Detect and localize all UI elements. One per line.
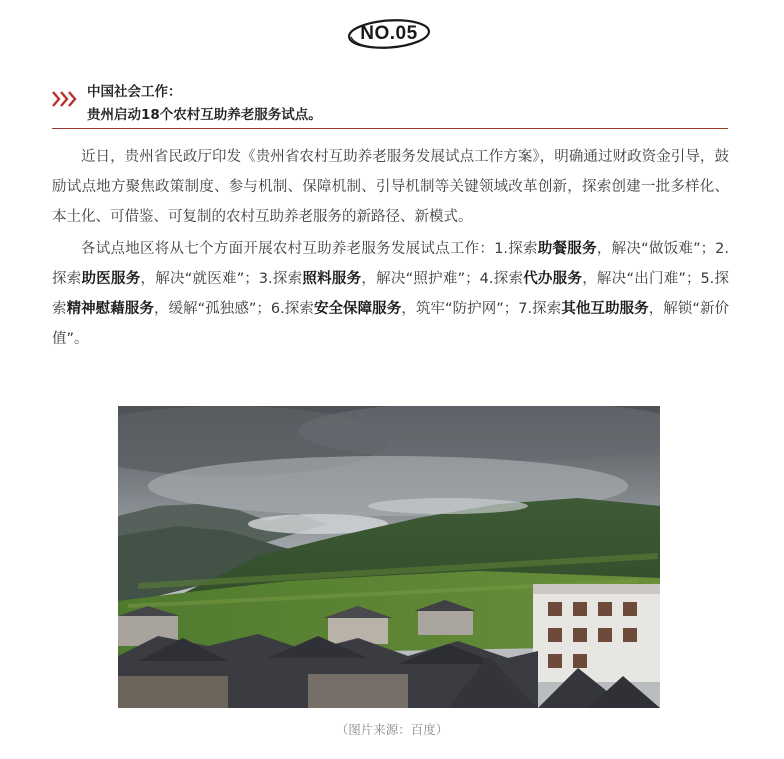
item-7-goal: “新价值” — [52, 301, 730, 347]
item-4-service: 代办服务 — [523, 271, 583, 287]
item-5-goal: “孤独感” — [197, 301, 257, 317]
item-1-middle: ，解决 — [596, 241, 642, 257]
item-1-sep: ； — [700, 241, 716, 257]
item-6-prefix: 6.探索 — [270, 301, 314, 317]
village-landscape-photo — [118, 406, 660, 708]
section-title: 中国社会工作： — [87, 84, 182, 100]
item-2-prefix: 2.探索 — [52, 241, 730, 287]
photo-caption: （图片来源：百度） — [335, 722, 449, 737]
item-2-service: 助医服务 — [81, 271, 141, 287]
item-6-middle: ，筑牢 — [401, 301, 445, 317]
paragraph-1: 近日，贵州省民政厅印发《贵州省农村互助养老服务发展试点工作方案》，明确通过财政资金引导，鼓励试点地方聚焦政策制度、参与机制、保障机制、引导机制等关键领域改革创新，探索创建一批多样化、本土化、可借鉴、可复制的农村互助养老服务的新路径、新模式。 — [52, 149, 729, 225]
item-7-prefix: 7.探索 — [518, 301, 562, 317]
paragraph-2-intro: 各试点地区将从七个方面开展农村互助养老服务发展试点工作： — [81, 241, 495, 257]
section-header — [52, 76, 728, 128]
item-4-goal: “出门难” — [626, 271, 686, 287]
item-2-sep: ； — [244, 271, 259, 287]
article-body — [52, 142, 729, 356]
badge-label: NO.05 — [360, 23, 418, 44]
item-3-service: 照料服务 — [302, 271, 362, 287]
item-7-sep: 。 — [74, 331, 89, 347]
item-5-service: 精神慰藉服务 — [66, 301, 154, 317]
item-3-sep: ； — [465, 271, 480, 287]
item-7-service: 其他互助服务 — [561, 301, 649, 317]
item-3-prefix: 3.探索 — [258, 271, 303, 287]
paragraph-2 — [52, 234, 729, 354]
item-5-sep: ； — [256, 301, 271, 317]
item-1-goal: “做饭难” — [641, 241, 701, 257]
item-7-middle: ，解锁 — [648, 301, 693, 317]
section-number-badge — [345, 17, 433, 51]
item-4-sep: ； — [685, 271, 701, 287]
triple-chevron-icon — [52, 90, 78, 108]
item-2-middle: ，解决 — [140, 271, 185, 287]
section-subtitle: 贵州启动18个农村互助养老服务试点。 — [87, 107, 322, 123]
item-6-service: 安全保障服务 — [313, 301, 402, 317]
item-5-middle: ，缓解 — [153, 301, 198, 317]
item-6-sep: ； — [503, 301, 519, 317]
item-1-prefix: 1.探索 — [494, 241, 538, 257]
village-landscape-image — [118, 406, 660, 708]
item-3-goal: “照护难” — [405, 271, 466, 287]
header-divider — [52, 128, 728, 129]
item-1-service: 助餐服务 — [537, 241, 597, 257]
item-3-middle: ，解决 — [361, 271, 406, 287]
item-4-middle: ，解决 — [582, 271, 627, 287]
item-4-prefix: 4.探索 — [479, 271, 524, 287]
item-5-prefix: 5.探索 — [52, 271, 730, 317]
item-6-goal: “防护网” — [445, 301, 504, 317]
item-2-goal: “就医难” — [184, 271, 245, 287]
